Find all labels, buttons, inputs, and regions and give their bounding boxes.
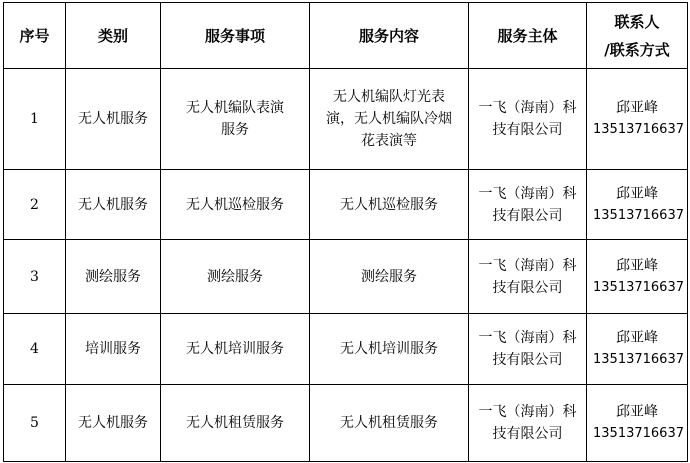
cell-content-line: 无人机编队灯光表 <box>333 89 445 105</box>
cell-item <box>161 240 310 314</box>
cell-provider-line: 一飞（海南）科 <box>478 100 577 116</box>
table-body <box>4 69 688 462</box>
cell-content <box>310 240 469 314</box>
cell-provider <box>469 314 587 385</box>
table-row <box>4 314 688 385</box>
cell-content <box>310 69 469 170</box>
header-contact <box>587 3 688 69</box>
cell-item <box>161 69 310 170</box>
contact-phone: 13513716637 <box>593 279 684 295</box>
cell-no: 3 <box>4 240 66 314</box>
cell-category: 无人机服务 <box>66 385 161 462</box>
cell-contact <box>587 385 688 462</box>
cell-content-line: 测绘服务 <box>361 268 417 285</box>
cell-contact <box>587 170 688 240</box>
cell-content <box>310 170 469 240</box>
cell-contact <box>587 314 688 385</box>
contact-name: 邱亚峰 <box>616 100 658 116</box>
contact-phone: 13513716637 <box>593 207 684 223</box>
cell-content-line: 无人机培训服务 <box>340 341 438 357</box>
cell-item-line: 无人机巡检服务 <box>186 196 284 213</box>
header-item: 服务事项 <box>161 3 310 69</box>
cell-provider-line: 技有限公司 <box>492 352 563 368</box>
table-row <box>4 385 688 462</box>
contact-name: 邱亚峰 <box>616 404 658 420</box>
table-row <box>4 170 688 240</box>
cell-provider-line: 技有限公司 <box>492 279 563 296</box>
cell-item-line: 测绘服务 <box>207 268 263 285</box>
cell-item-line: 无人机培训服务 <box>186 341 284 357</box>
contact-phone: 13513716637 <box>593 426 684 441</box>
cell-no: 4 <box>4 314 66 385</box>
cell-content <box>310 385 469 462</box>
contact-name: 邱亚峰 <box>616 330 658 346</box>
cell-item-line: 无人机租赁服务 <box>186 415 284 431</box>
cell-provider-line: 一飞（海南）科 <box>478 185 577 202</box>
cell-contact <box>587 240 688 314</box>
cell-category: 无人机服务 <box>66 170 161 240</box>
cell-contact <box>587 69 688 170</box>
cell-provider <box>469 170 587 240</box>
header-content: 服务内容 <box>310 3 469 69</box>
table-header-row <box>4 3 688 69</box>
cell-provider-line: 技有限公司 <box>492 426 563 442</box>
cell-no: 2 <box>4 170 66 240</box>
contact-phone: 13513716637 <box>593 352 684 367</box>
cell-no: 5 <box>4 385 66 462</box>
table-row <box>4 240 688 314</box>
cell-content-line: 无人机巡检服务 <box>340 196 438 213</box>
cell-provider-line: 技有限公司 <box>492 122 563 138</box>
cell-provider-line: 技有限公司 <box>492 207 563 224</box>
contact-phone: 13513716637 <box>593 122 684 137</box>
header-category: 类别 <box>66 3 161 69</box>
cell-item <box>161 385 310 462</box>
header-provider: 服务主体 <box>469 3 587 69</box>
cell-content-line: 演，无人机编队冷烟 <box>326 111 452 127</box>
cell-provider-line: 一飞（海南）科 <box>478 330 577 346</box>
header-contact-line2: /联系方式 <box>604 40 670 59</box>
cell-item-line: 服务 <box>221 122 249 138</box>
cell-item <box>161 314 310 385</box>
service-table <box>3 2 688 462</box>
header-no: 序号 <box>4 3 66 69</box>
header-contact-line1: 联系人 <box>614 12 660 31</box>
cell-content-line: 无人机租赁服务 <box>340 415 438 431</box>
cell-content <box>310 314 469 385</box>
cell-provider <box>469 69 587 170</box>
contact-name: 邱亚峰 <box>616 185 658 202</box>
cell-provider <box>469 240 587 314</box>
cell-provider-line: 一飞（海南）科 <box>478 257 577 274</box>
table-row <box>4 69 688 170</box>
contact-name: 邱亚峰 <box>616 257 658 274</box>
cell-provider <box>469 385 587 462</box>
cell-provider-line: 一飞（海南）科 <box>478 404 577 420</box>
cell-content-line: 花表演等 <box>361 133 417 149</box>
cell-item-line: 无人机编队表演 <box>186 100 284 116</box>
cell-category: 无人机服务 <box>66 69 161 170</box>
cell-item <box>161 170 310 240</box>
cell-category: 测绘服务 <box>66 240 161 314</box>
cell-category: 培训服务 <box>66 314 161 385</box>
cell-no: 1 <box>4 69 66 170</box>
